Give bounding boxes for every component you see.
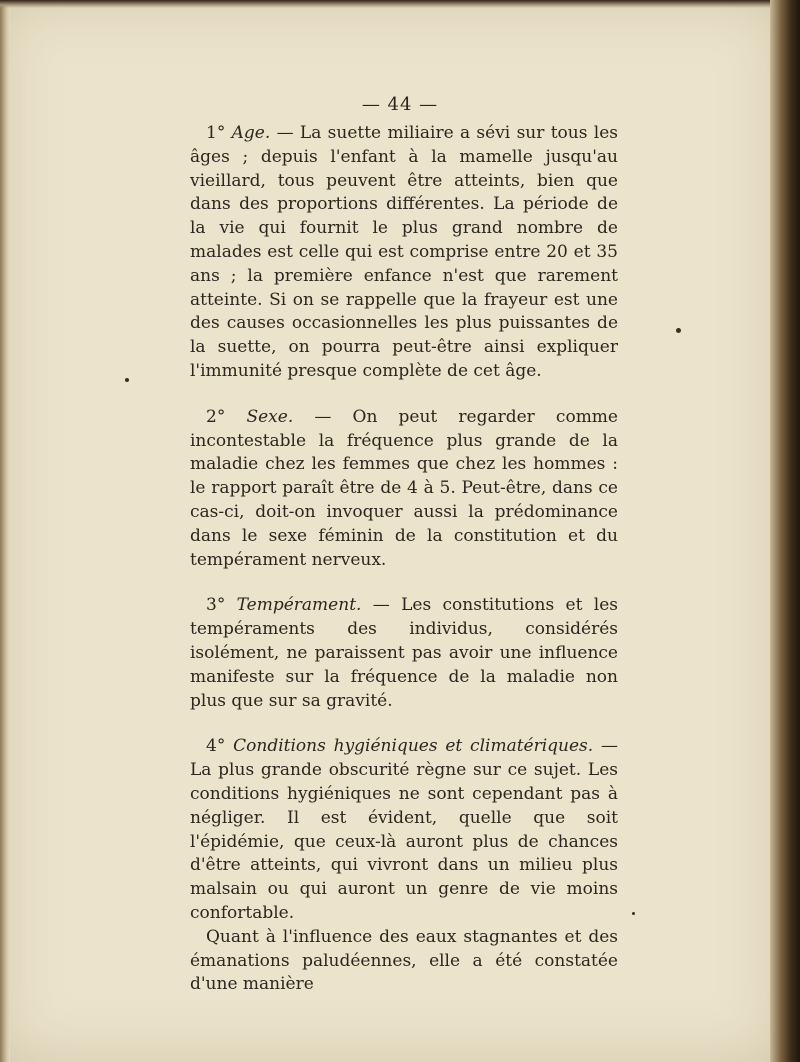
paragraph-sexe-heading: Sexe. bbox=[246, 406, 294, 427]
paragraph-age bbox=[190, 122, 618, 384]
ink-speck bbox=[125, 378, 129, 382]
paragraph-temperament bbox=[190, 594, 618, 713]
paragraph-sexe-text: — On peut regarder comme incontestable la fréquence plus grande de la maladie chez les femmes que chez les hommes : le rapport paraît être de 4 à 5. Peut-être, dans ce cas-ci, doit-on invoquer aussi la prédominance dans le sexe féminin de la constitution et du tempérament nerveux. bbox=[190, 406, 618, 570]
page-top-edge bbox=[0, 0, 780, 8]
paragraph-conditions bbox=[190, 735, 618, 925]
paragraph-conditions-heading: Conditions hygiéniques et climatériques. bbox=[233, 736, 594, 757]
ink-speck bbox=[676, 328, 681, 333]
paragraph-conditions-number: 4° bbox=[206, 736, 234, 757]
ink-speck bbox=[632, 912, 635, 915]
paragraph-age-heading: Age. bbox=[231, 123, 271, 143]
book-spine-edge bbox=[770, 0, 800, 1062]
paragraph-temperament-heading: Tempérament. bbox=[236, 595, 362, 616]
paragraph-temperament-text: — Les constitutions et les tempéraments des individus, considérés isolément, ne paraissent pas avoir une influence manifeste sur la fréquence de la maladie non plus que sur sa gravité. bbox=[190, 595, 618, 711]
paragraph-age-number: 1° bbox=[206, 123, 232, 143]
paragraph-sexe bbox=[190, 406, 618, 573]
page-left-edge bbox=[0, 0, 10, 1062]
page-number: — 44 — bbox=[361, 94, 439, 115]
paragraph-conditions-text: — La plus grande obscurité règne sur ce sujet. Les conditions hygiéniques ne sont cependant pas à négliger. Il est évident, quelle que soit l'épidémie, que ceux-là auront plus de chances d'être atteints, qui vivront dans un milieu plus malsain ou qui auront un genre de vie moins confortable. bbox=[190, 736, 618, 923]
body-text bbox=[190, 122, 618, 997]
paragraph-influence bbox=[190, 926, 618, 997]
paragraph-temperament-number: 3° bbox=[206, 595, 237, 616]
paragraph-influence-text: Quant à l'influence des eaux stagnantes et des émanations paludéennes, elle a été constatée d'une manière bbox=[190, 926, 618, 995]
paragraph-age-text: — La suette miliaire a sévi sur tous les âges ; depuis l'enfant à la mamelle jusqu'au vieillard, tous peuvent être atteints, bien que dans des proportions différentes. La période de la vie qui fournit le plus grand nombre de malades est celle qui est comprise entre 20 et 35 ans ; la première enfance n'est que rarement atteinte. Si on se rappelle que la frayeur est une des causes occasionnelles les plus puissantes de la suette, on pourra peut-être ainsi expliquer l'immunité presque complète de cet âge. bbox=[190, 123, 618, 381]
paragraph-sexe-number: 2° bbox=[206, 406, 247, 427]
